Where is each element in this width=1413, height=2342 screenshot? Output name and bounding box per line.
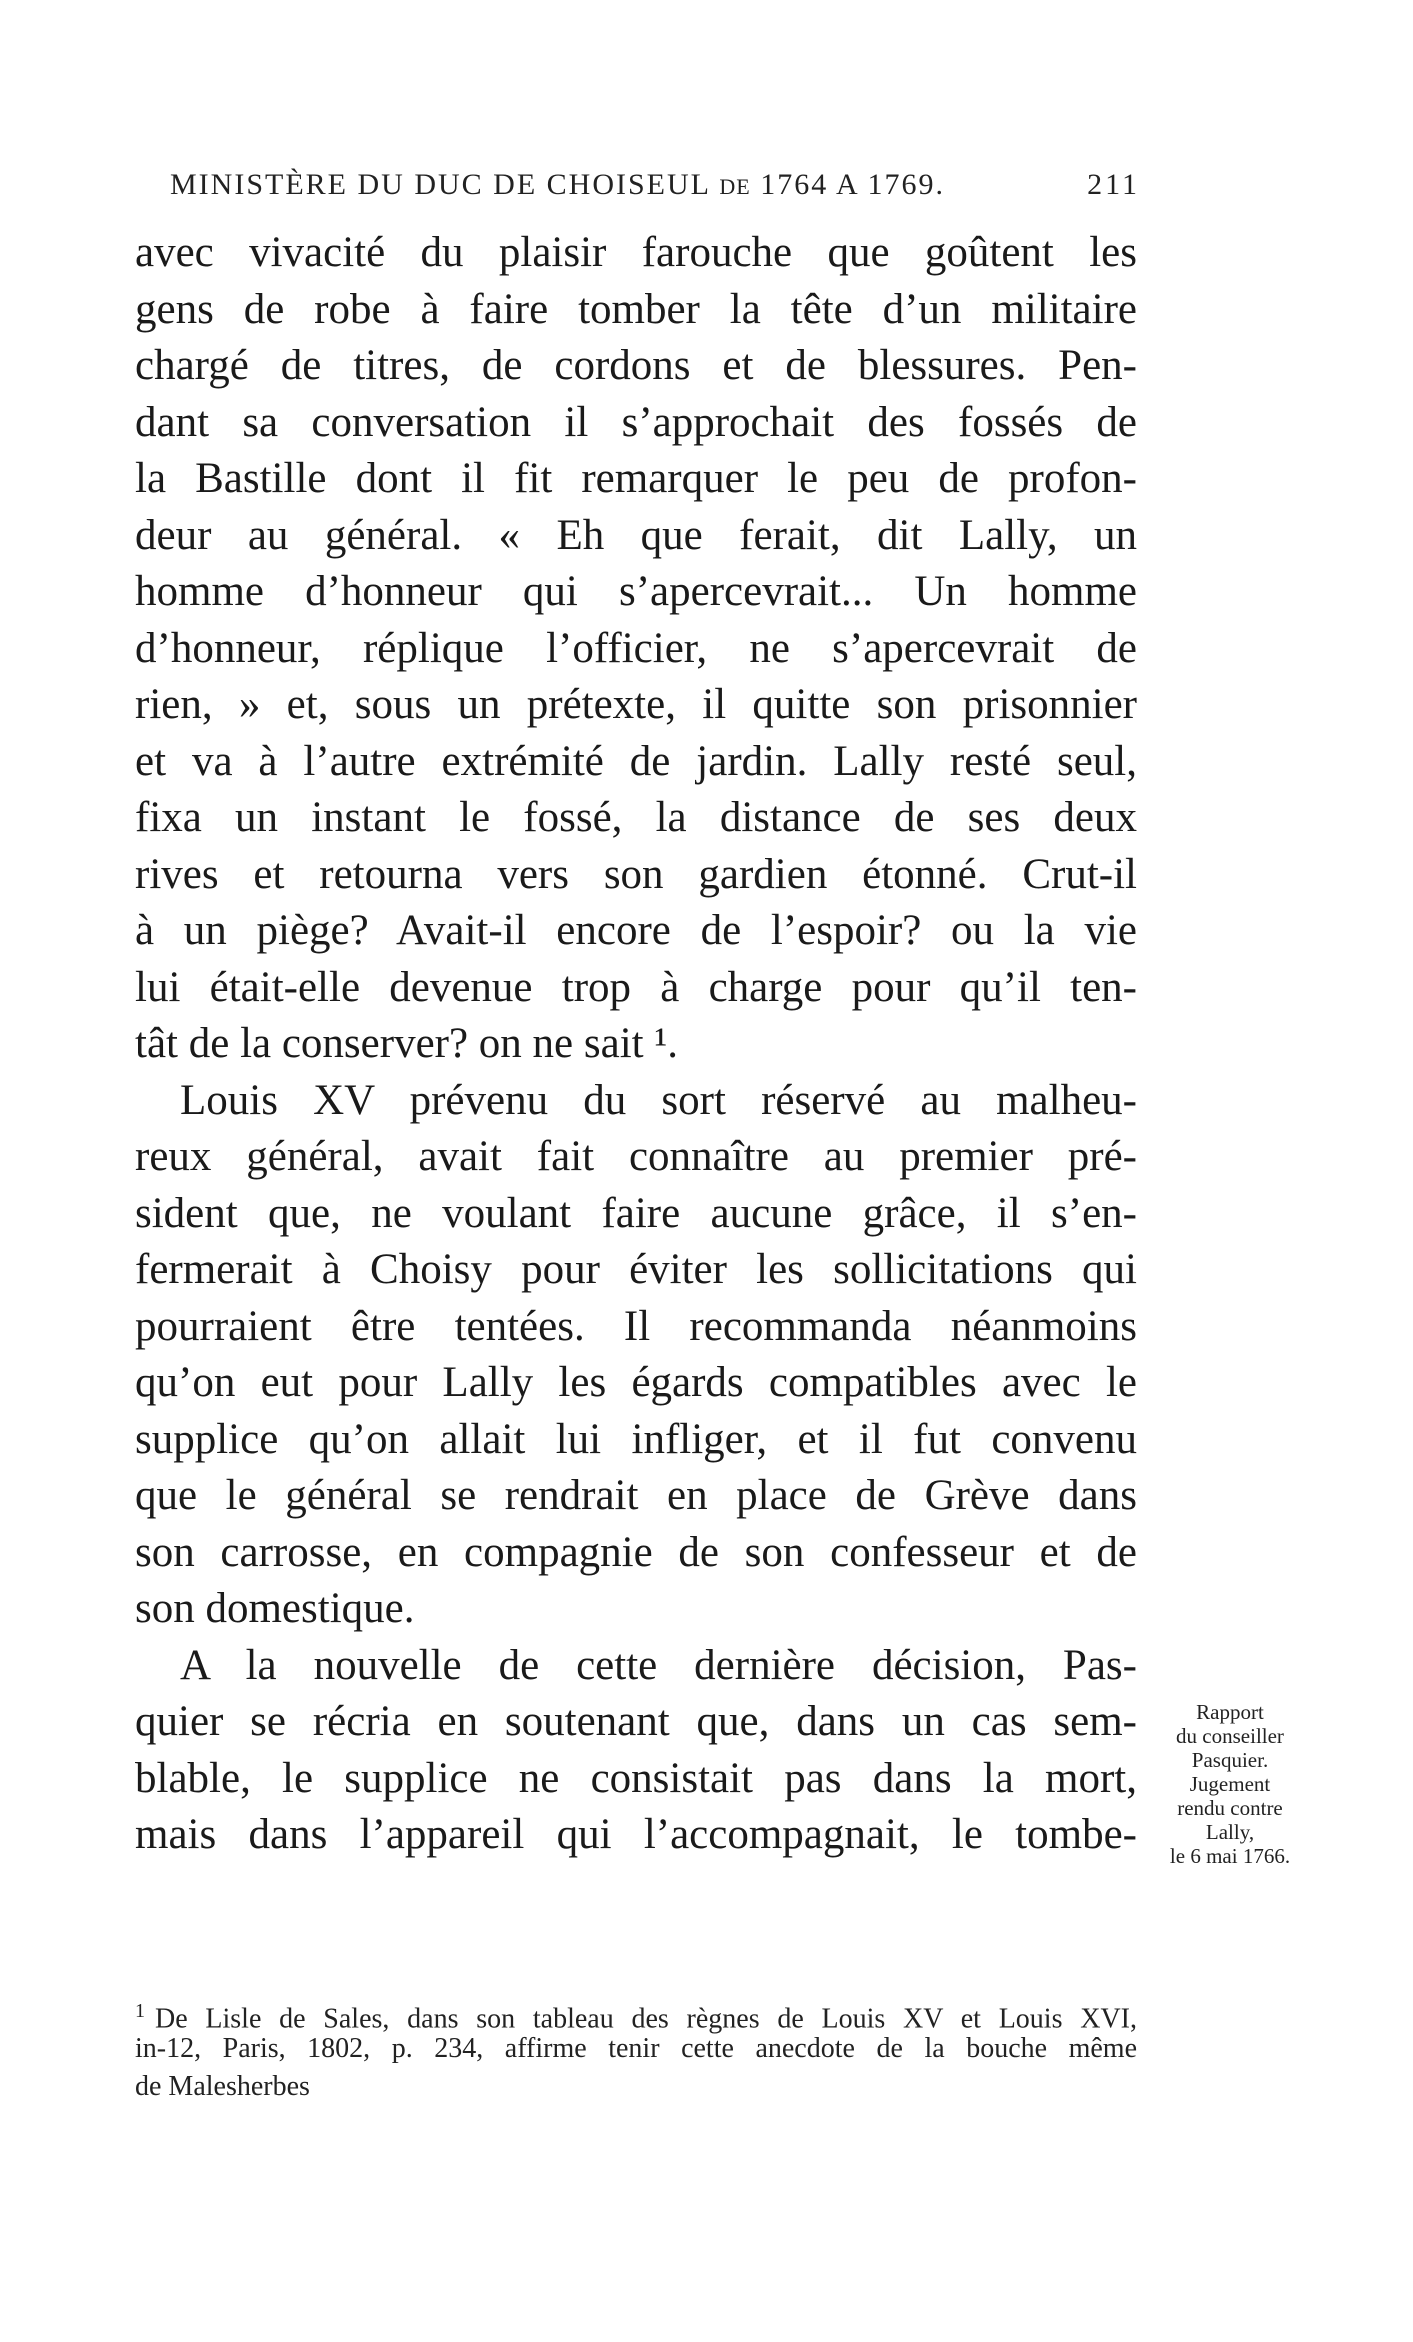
running-head-years: 1764 A 1769. (760, 168, 946, 201)
body-line: lui était-elle devenue trop à charge pour qu’il ten- (135, 963, 1137, 1011)
body-line: rien, » et, sous un prétexte, il quitte son prisonnier (135, 681, 1137, 728)
body-line: Louis XV prévenu du sort réservé au malheu- (180, 1076, 1137, 1124)
body-line: blable, le supplice ne consistait pas dans la mort, (135, 1754, 1137, 1802)
margin-note-line: Rapport (1196, 1700, 1264, 1724)
body-line: son domestique. (135, 1585, 415, 1632)
body-line: chargé de titres, de cordons et de blessures. Pen- (135, 342, 1137, 389)
margin-note-line: Jugement (1189, 1772, 1271, 1796)
body-line: reux général, avait fait connaître au premier pré- (135, 1133, 1137, 1180)
running-head (170, 168, 1140, 202)
body-line: qu’on eut pour Lally les égards compatibles avec le (135, 1359, 1137, 1406)
footnote-text: De Lisle de Sales, dans son tableau des règnes de Louis XV et Louis XVI, (155, 2003, 1137, 2035)
margin-note-line: le 6 mai 1766. (1169, 1844, 1291, 1868)
body-line: sident que, ne voulant faire aucune grâce, il s’en- (135, 1189, 1137, 1237)
footnote-line (135, 1992, 1137, 2035)
body-line: gens de robe à faire tomber la tête d’un militaire (135, 285, 1137, 333)
body-line: supplice qu’on allait lui infliger, et il fut convenu (135, 1415, 1137, 1463)
margin-note-line: Pasquier. (1191, 1748, 1269, 1772)
margin-note-line: Lally, (1205, 1820, 1255, 1844)
body-line: rives et retourna vers son gardien étonné. Crut-il (135, 850, 1137, 898)
margin-note (1150, 1700, 1310, 1868)
body-line: A la nouvelle de cette dernière décision, Pas- (180, 1641, 1137, 1689)
body-line: fermerait à Choisy pour éviter les sollicitations qui (135, 1246, 1137, 1293)
page-number: 211 (1087, 168, 1140, 201)
body-line: dant sa conversation il s’approchait des fossés de (135, 398, 1137, 446)
body-line: deur au général. « Eh que ferait, dit Lally, un (135, 511, 1137, 559)
body-line: quier se récria en soutenant que, dans un cas sem- (135, 1698, 1137, 1745)
running-head-chapter: MINISTÈRE DU DUC DE CHOISEUL (170, 168, 710, 201)
running-head-de: DE (719, 174, 751, 199)
body-line: tât de la conserver? on ne sait ¹. (135, 1020, 679, 1067)
margin-note-line: du conseiller (1176, 1724, 1284, 1748)
footnote-marker: 1 (135, 2000, 145, 2022)
body-line: homme d’honneur qui s’apercevrait... Un homme (135, 568, 1137, 615)
footnote-line: de Malesherbes (135, 2071, 310, 2102)
footnote (135, 1992, 1137, 2106)
body-line: et va à l’autre extrémité de jardin. Lally resté seul, (135, 737, 1137, 785)
body-line: mais dans l’appareil qui l’accompagnait, le tombe- (135, 1811, 1137, 1858)
body-line: d’honneur, réplique l’officier, ne s’apercevrait de (135, 624, 1137, 672)
body-line: que le général se rendrait en place de Grève dans (135, 1472, 1137, 1519)
margin-note-line: rendu contre (1177, 1796, 1283, 1820)
running-head-title (170, 168, 945, 202)
body-line: pourraient être tentées. Il recommanda néanmoins (135, 1302, 1137, 1350)
body-text (135, 225, 1137, 1864)
body-line: la Bastille dont il fit remarquer le peu de profon- (135, 455, 1137, 502)
body-line: avec vivacité du plaisir farouche que goûtent les (135, 229, 1137, 276)
footnote-line: in-12, Paris, 1802, p. 234, affirme tenir cette anecdote de la bouche même (135, 2033, 1137, 2064)
body-line: fixa un instant le fossé, la distance de ses deux (135, 794, 1137, 841)
body-line: son carrosse, en compagnie de son confesseur et de (135, 1528, 1137, 1576)
body-line: à un piège? Avait-il encore de l’espoir? ou la vie (135, 907, 1137, 954)
